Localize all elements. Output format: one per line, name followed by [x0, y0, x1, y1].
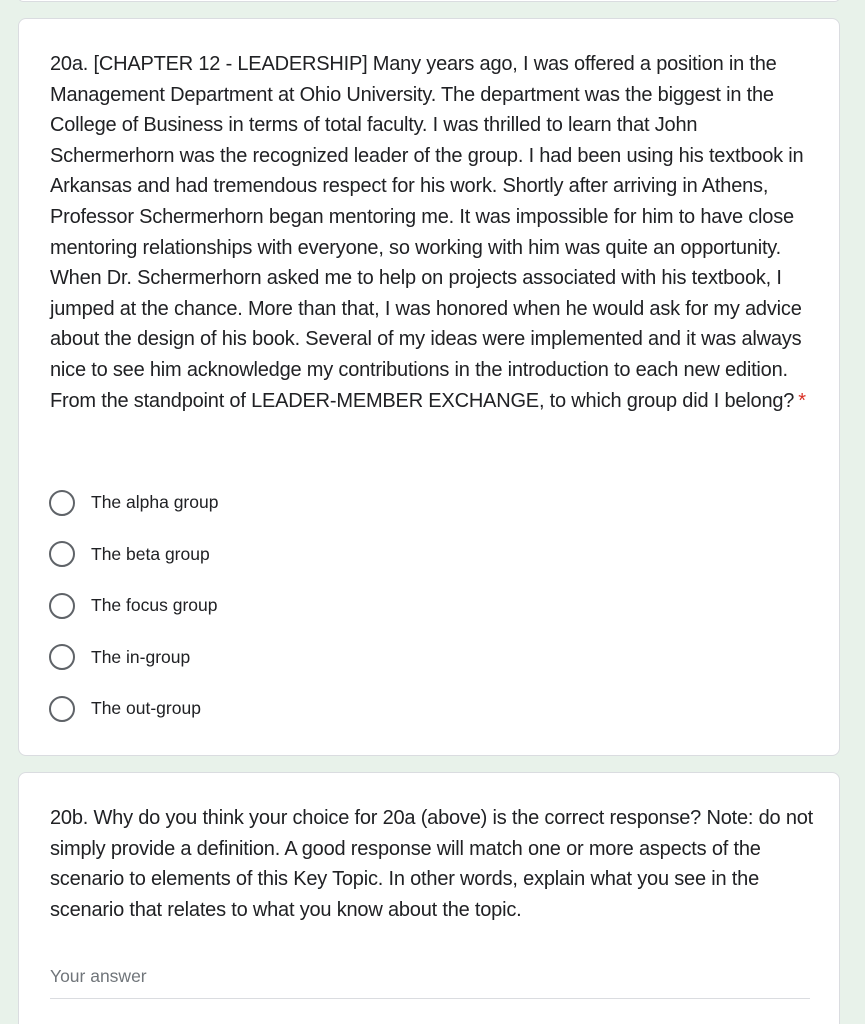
option-label: The focus group	[91, 595, 218, 616]
question-text-20b: 20b. Why do you think your choice for 20a (above) is the correct response? Note: do not simply provide a definition. A good response will match one or more aspects of the scenario to elements of this Key Topic. In other words, explain what you see in the scenario that relates to what you know about the topic.	[50, 807, 814, 921]
radio-option-alpha-group[interactable]	[49, 477, 649, 529]
required-asterisk: *	[798, 389, 806, 412]
radio-option-beta-group[interactable]	[49, 529, 649, 581]
answer-placeholder: Your answer	[50, 966, 147, 986]
radio-option-in-group[interactable]	[49, 632, 649, 684]
question-text-20a: 20a. [CHAPTER 12 - LEADERSHIP] Many years ago, I was offered a position in the Management Department at Ohio University. The department was the biggest in the College of Business in terms of total faculty. I was thrilled to learn that John Schermerhorn was the recognized leader of the group. I had been using his textbook in Arkansas and had tremendous respect for his work. Shortly after arriving in Athens, Professor Schermerhorn began mentoring me. It was impossible for him to have close mentoring relationships with everyone, so working with him was quite an opportunity. When Dr. Schermerhorn asked me to help on projects associated with his textbook, I jumped at the chance. More than that, I was honored when he would ask for my advice about the design of his book. Several of my ideas were implemented and it was always nice to see him acknowledge my contributions in the introduction to each new edition. From the standpoint of LEADER-MEMBER EXCHANGE, to which group did I belong?	[50, 53, 804, 412]
option-label: The in-group	[91, 646, 191, 667]
radio-button-icon[interactable]	[49, 541, 75, 567]
answer-input[interactable]	[50, 961, 810, 999]
option-label: The out-group	[91, 698, 201, 719]
question-title	[50, 49, 815, 416]
radio-button-icon[interactable]	[49, 644, 75, 670]
previous-question-card-edge	[18, 0, 840, 2]
radio-button-icon[interactable]	[49, 490, 75, 516]
option-label: The alpha group	[91, 492, 219, 513]
radio-button-icon[interactable]	[49, 696, 75, 722]
radio-option-focus-group[interactable]	[49, 580, 649, 632]
radio-option-out-group[interactable]	[49, 683, 649, 735]
question-card-20a	[18, 18, 840, 756]
option-label: The beta group	[91, 543, 210, 564]
radio-button-icon[interactable]	[49, 593, 75, 619]
question-card-20b	[18, 772, 840, 1024]
radio-options	[49, 477, 649, 735]
